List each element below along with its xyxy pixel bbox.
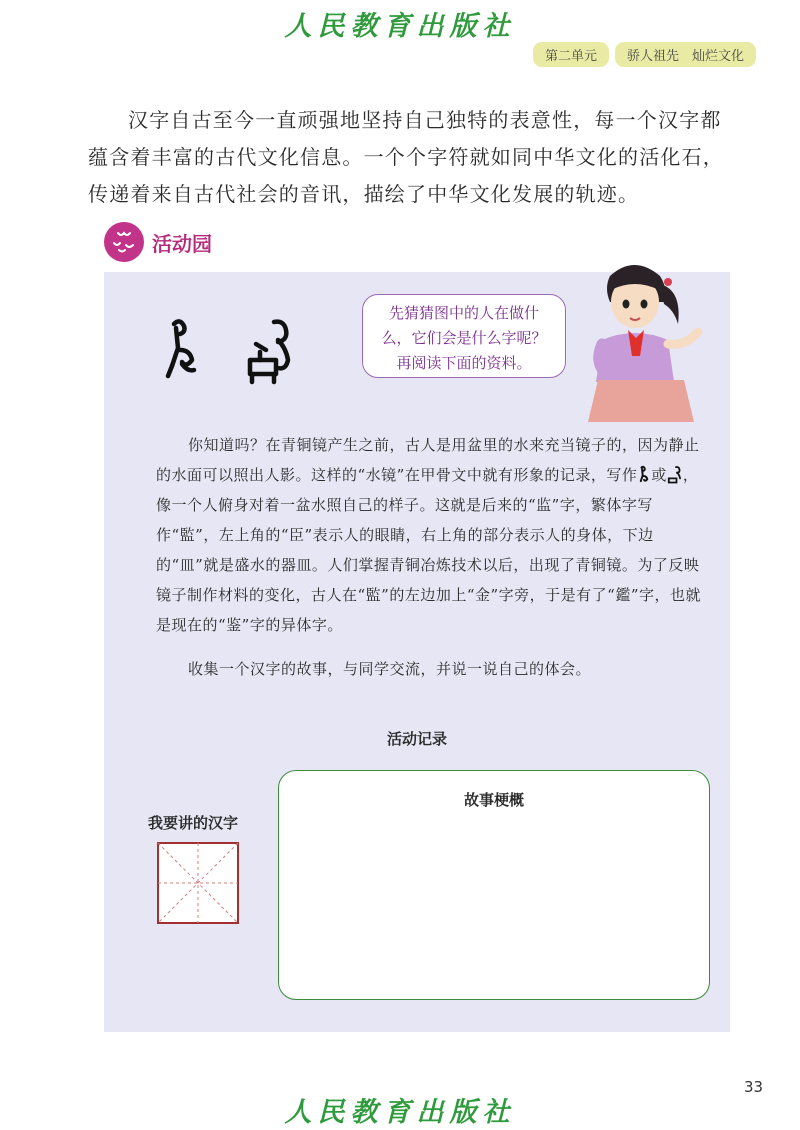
oracle-inline-2-icon: [667, 465, 683, 487]
char-label: 我要讲的汉字: [148, 814, 239, 832]
story-label: 故事梗概: [463, 791, 524, 809]
oracle-glyph-2-icon: [244, 316, 298, 388]
reading-text-part2: ，像一个人俯身对着一盆水照自己的样子。这就是后来的“监”字，繁体字写作“監”，左上角的“臣”表示人的眼睛，右上角的部分表示人的身体，下边的“皿”就是盛水的器皿。人们掌握青铜冶炼技术以后，出现了青铜镜。为了反映镜子制作材料的变化，古人在“監”的左边加上“金”字旁，于是有了“鑑”字，也就是现在的“鉴”字的异体字。: [156, 466, 702, 634]
section-header: [104, 222, 212, 262]
section-title: 活动园: [152, 231, 212, 256]
reading-text-part1: 你知道吗？在青铜镜产生之前，古人是用盆里的水来充当镜子的，因为静止的水面可以照出人影。这样的“水镜”在甲骨文中就有形象的记录，写作: [156, 436, 700, 484]
publisher-logo-top: 人民教育出版社: [284, 11, 516, 42]
publisher-logo-bottom: 人民教育出版社: [284, 1097, 516, 1128]
activity-panel: [104, 272, 730, 1032]
unit-tag: 第二单元: [533, 42, 609, 67]
record-title: 活动记录: [386, 730, 447, 748]
girl-illustration: [582, 262, 712, 422]
reading-or-word: 或: [651, 466, 667, 484]
topic-tag: 骄人祖先 灿烂文化: [615, 42, 756, 67]
speech-bubble: 先猜猜图中的人在做什么，它们会是什么字呢？再阅读下面的资料。: [362, 294, 566, 378]
oracle-glyph-1-icon: [162, 316, 202, 384]
story-summary-box[interactable]: [278, 770, 710, 1000]
activity-badge-icon: [104, 222, 144, 262]
page-number: 33: [744, 1078, 764, 1096]
writing-grid-box[interactable]: [157, 842, 239, 924]
intro-paragraph: 汉字自古至今一直顽强地坚持自己独特的表意性，每一个汉字都蕴含着丰富的古代文化信息。一个个字符就如同中华文化的活化石，传递着来自古代社会的音讯，描绘了中华文化发展的轨迹。: [88, 108, 724, 206]
oracle-inline-1-icon: [637, 465, 651, 487]
reading-paragraph: [156, 430, 712, 640]
unit-tags: [533, 42, 756, 67]
collect-instruction: 收集一个汉字的故事，与同学交流，并说一说自己的体会。: [188, 660, 592, 678]
